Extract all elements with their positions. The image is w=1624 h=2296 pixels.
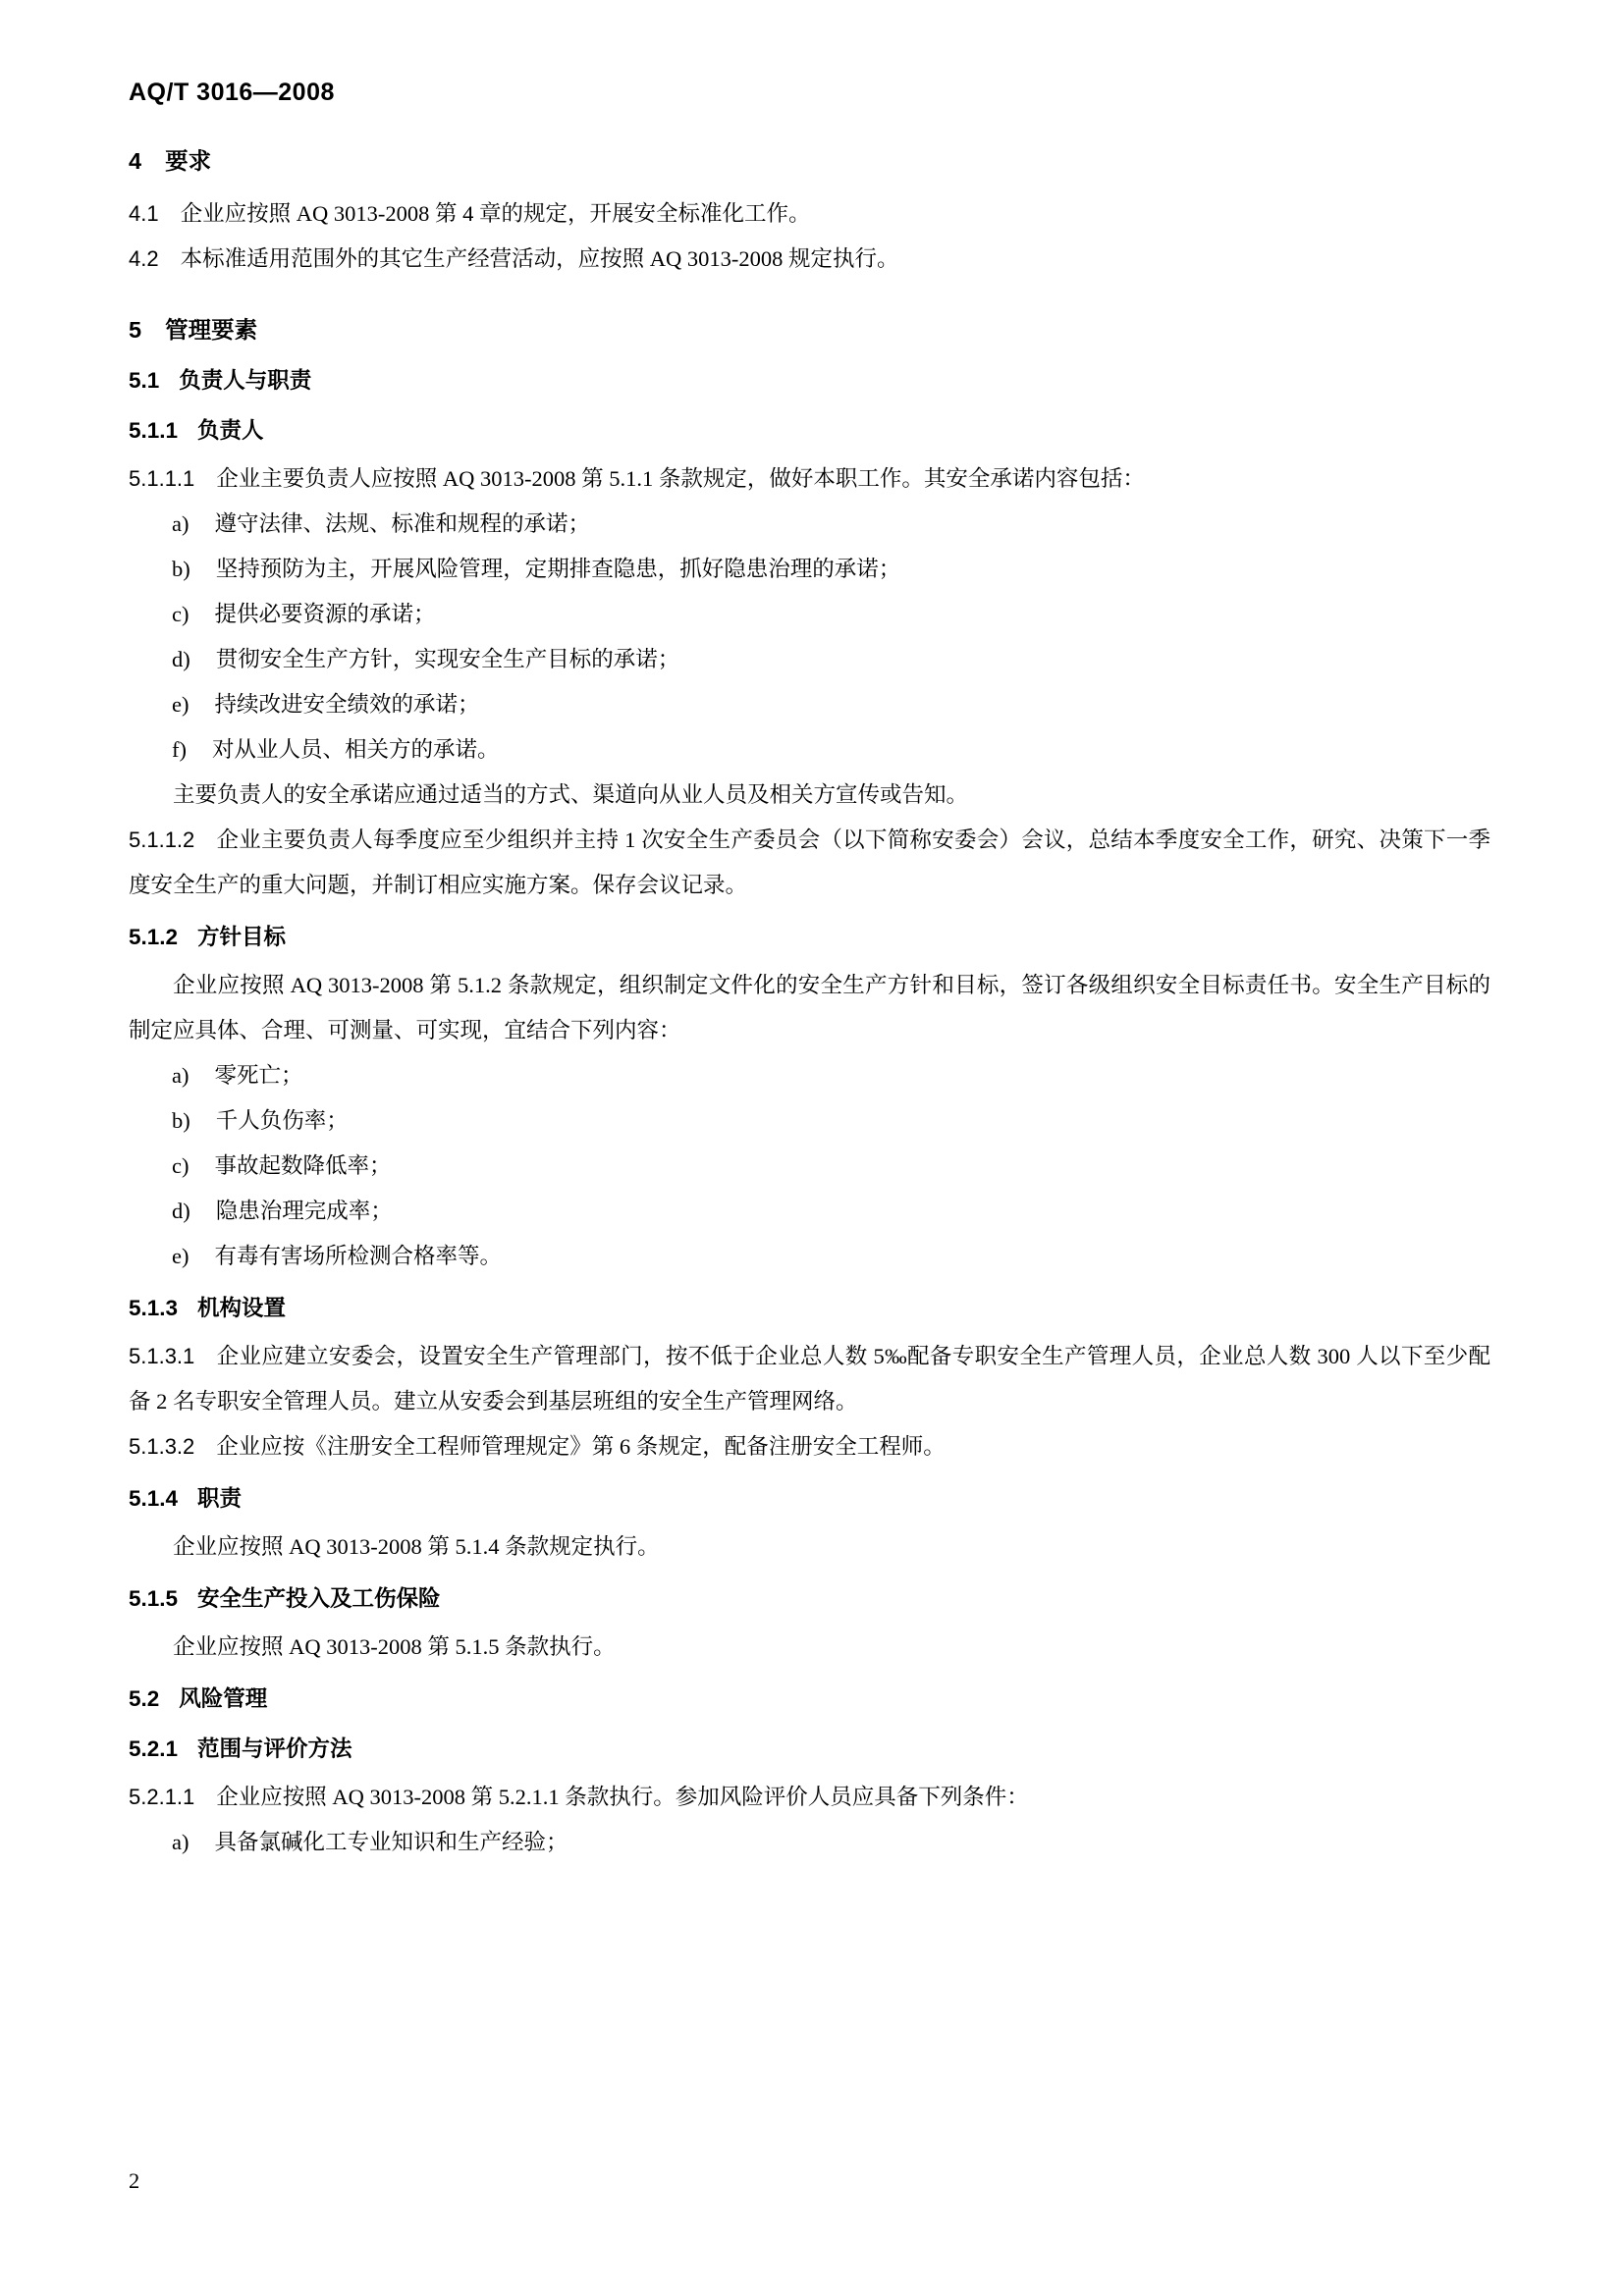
section-heading xyxy=(129,1578,1490,1620)
list-item-label: c) xyxy=(172,1153,189,1178)
heading-title: 安全生产投入及工伤保险 xyxy=(197,1586,441,1611)
clause-number: 5.2.1.1 xyxy=(129,1785,195,1809)
paragraph: 企业应按照 AQ 3013-2008 第 5.1.2 条款规定，组织制定文件化的安全生产方针和目标，签订各级组织安全目标责任书。安全生产目标的制定应具体、合理、可测量、可实现，宜结合下列内容： xyxy=(129,973,1490,1042)
numbered-clause xyxy=(129,456,1490,502)
heading-number: 5 xyxy=(129,317,142,343)
heading-number: 5.1.1 xyxy=(129,418,179,443)
numbered-clause xyxy=(129,1334,1490,1424)
list-item-text: 提供必要资源的承诺； xyxy=(214,602,436,626)
clause-number: 4.2 xyxy=(129,246,159,271)
clause-text: 企业应建立安委会，设置安全生产管理部门，按不低于企业总人数 5‰配备专职安全生产管理人员，企业总人数 300 人以下至少配备 2 名专职安全管理人员。建立从安委会到基层班组的安全生产管理网络。 xyxy=(129,1344,1490,1414)
clause-text: 企业应按照 AQ 3013-2008 第 5.2.1.1 条款执行。参加风险评价人员应具备下列条件： xyxy=(216,1785,1029,1809)
heading-title: 风险管理 xyxy=(179,1686,268,1711)
clause-text: 企业主要负责人应按照 AQ 3013-2008 第 5.1.1 条款规定，做好本职工作。其安全承诺内容包括： xyxy=(216,466,1145,491)
section-heading xyxy=(129,1679,1490,1720)
heading-title: 机构设置 xyxy=(197,1296,287,1320)
list-item-label: a) xyxy=(172,511,189,536)
list-item-text: 对从业人员、相关方的承诺。 xyxy=(212,737,500,762)
paragraph: 企业应按照 AQ 3013-2008 第 5.1.4 条款规定执行。 xyxy=(173,1534,660,1559)
section-heading xyxy=(129,1729,1490,1770)
heading-number: 5.1 xyxy=(129,368,160,393)
list-item-text: 隐患治理完成率； xyxy=(215,1199,393,1223)
heading-title: 负责人与职责 xyxy=(179,368,312,393)
list-item xyxy=(129,1234,1490,1279)
heading-title: 要求 xyxy=(165,148,212,174)
clause-text: 企业主要负责人每季度应至少组织并主持 1 次安全生产委员会（以下简称安委会）会议，总结本季度安全工作，研究、决策下一季度安全生产的重大问题，并制订相应实施方案。保存会议记录。 xyxy=(129,828,1490,897)
clause-number: 5.1.3.1 xyxy=(129,1344,195,1368)
list-item-label: e) xyxy=(172,1244,189,1268)
document-number-header: AQ/T 3016—2008 xyxy=(129,79,335,106)
list-item-text: 事故起数降低率； xyxy=(214,1153,392,1178)
section-heading xyxy=(129,410,1490,452)
heading-number: 5.2 xyxy=(129,1686,160,1711)
list-item-label: d) xyxy=(172,647,190,671)
list-item-label: b) xyxy=(172,1108,190,1133)
heading-number: 4 xyxy=(129,148,142,174)
list-item-text: 遵守法律、法规、标准和规程的承诺； xyxy=(214,511,590,536)
list-item-label: d) xyxy=(172,1199,190,1223)
list-item-label: f) xyxy=(172,737,187,762)
list-item-text: 贯彻安全生产方针，实现安全生产目标的承诺； xyxy=(215,647,680,671)
document-content xyxy=(129,142,1490,1865)
clause-number: 5.1.1.2 xyxy=(129,828,195,852)
list-item xyxy=(129,547,1490,592)
heading-number: 5.1.3 xyxy=(129,1296,179,1320)
chapter-heading xyxy=(129,311,1490,345)
clause-number: 4.1 xyxy=(129,201,159,226)
list-item-text: 持续改进安全绩效的承诺； xyxy=(214,692,480,717)
numbered-clause xyxy=(129,818,1490,908)
heading-title: 范围与评价方法 xyxy=(197,1736,352,1761)
heading-number: 5.1.2 xyxy=(129,925,179,949)
list-item-text: 千人负伤率； xyxy=(215,1108,349,1133)
list-item xyxy=(129,1189,1490,1234)
list-item-label: c) xyxy=(172,602,189,626)
section-heading xyxy=(129,917,1490,958)
list-item xyxy=(129,1144,1490,1189)
list-item xyxy=(129,592,1490,637)
clause-text: 企业应按《注册安全工程师管理规定》第 6 条规定，配备注册安全工程师。 xyxy=(216,1434,946,1459)
heading-number: 5.2.1 xyxy=(129,1736,179,1761)
heading-title: 职责 xyxy=(197,1486,243,1511)
chapter-heading xyxy=(129,142,1490,176)
section-heading xyxy=(129,1288,1490,1329)
list-item xyxy=(129,1053,1490,1098)
list-item-text: 坚持预防为主，开展风险管理，定期排查隐患，抓好隐患治理的承诺； xyxy=(215,557,901,581)
clause-number: 5.1.1.1 xyxy=(129,466,195,491)
list-item xyxy=(129,1820,1490,1865)
list-item xyxy=(129,502,1490,547)
heading-title: 负责人 xyxy=(197,418,264,443)
heading-title: 方针目标 xyxy=(197,925,287,949)
list-item-label: a) xyxy=(172,1063,189,1088)
clause-text: 企业应按照 AQ 3013-2008 第 4 章的规定，开展安全标准化工作。 xyxy=(180,201,811,226)
list-item-label: b) xyxy=(172,557,190,581)
heading-number: 5.1.4 xyxy=(129,1486,179,1511)
list-item-text: 有毒有害场所检测合格率等。 xyxy=(214,1244,502,1268)
page-number: 2 xyxy=(129,2168,140,2193)
paragraph: 主要负责人的安全承诺应通过适当的方式、渠道向从业人员及相关方宣传或告知。 xyxy=(173,782,969,807)
list-item-text: 零死亡； xyxy=(214,1063,303,1088)
section-heading xyxy=(129,1478,1490,1520)
list-item xyxy=(129,1098,1490,1144)
numbered-clause xyxy=(129,1775,1490,1820)
list-item-text: 具备氯碱化工专业知识和生产经验； xyxy=(214,1830,568,1854)
list-item xyxy=(129,637,1490,682)
numbered-clause xyxy=(129,191,1490,237)
paragraph: 企业应按照 AQ 3013-2008 第 5.1.5 条款执行。 xyxy=(173,1634,616,1659)
list-item-label: a) xyxy=(172,1830,189,1854)
numbered-clause xyxy=(129,1424,1490,1469)
heading-title: 管理要素 xyxy=(165,317,258,343)
list-item xyxy=(129,727,1490,773)
section-heading xyxy=(129,360,1490,401)
heading-number: 5.1.5 xyxy=(129,1586,179,1611)
clause-text: 本标准适用范围外的其它生产经营活动，应按照 AQ 3013-2008 规定执行。 xyxy=(180,246,899,271)
clause-number: 5.1.3.2 xyxy=(129,1434,195,1459)
numbered-clause xyxy=(129,237,1490,282)
list-item xyxy=(129,682,1490,727)
list-item-label: e) xyxy=(172,692,189,717)
